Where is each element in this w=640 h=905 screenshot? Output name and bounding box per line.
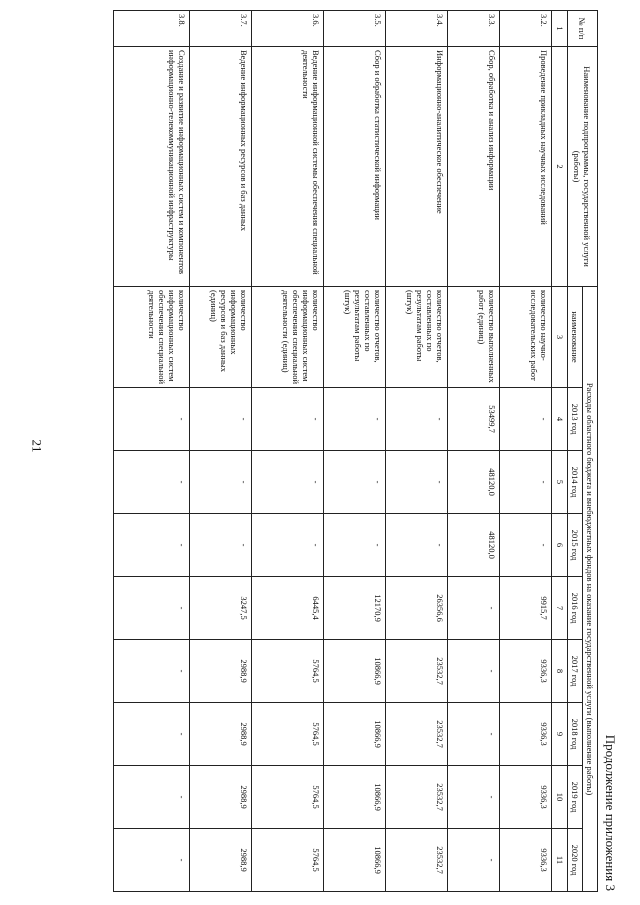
value-cell: - — [114, 577, 190, 640]
header-year: 2018 год — [567, 703, 582, 766]
value-cell: 10866,9 — [324, 766, 386, 829]
value-cell: - — [324, 514, 386, 577]
value-cell: - — [252, 388, 324, 451]
value-cell: - — [324, 388, 386, 451]
value-cell: 6445,4 — [252, 577, 324, 640]
value-cell: - — [448, 577, 500, 640]
value-cell: 10866,9 — [324, 829, 386, 892]
table-row — [114, 11, 190, 892]
value-cell: - — [114, 829, 190, 892]
row-name: Ведение информационной системы обеспечения специальной деятельности — [252, 47, 324, 287]
column-number: 1 — [552, 11, 567, 47]
value-cell: 9336,3 — [500, 829, 552, 892]
column-number: 8 — [552, 640, 567, 703]
expenses-table — [113, 10, 598, 892]
header-year: 2015 год — [567, 514, 582, 577]
value-cell: 2988,9 — [190, 640, 252, 703]
value-cell: - — [386, 451, 448, 514]
row-number: 3.6. — [252, 11, 324, 47]
value-cell: 9915,7 — [500, 577, 552, 640]
column-number: 7 — [552, 577, 567, 640]
row-measure: количество отчетов, составленных по результатам работы (штук) — [324, 287, 386, 388]
table-row — [324, 11, 386, 892]
value-cell: 23532,7 — [386, 766, 448, 829]
value-cell: 48120,0 — [448, 514, 500, 577]
value-cell: - — [500, 388, 552, 451]
row-number: 3.2. — [500, 11, 552, 47]
value-cell: - — [386, 514, 448, 577]
header-year: 2020 год — [567, 829, 582, 892]
value-cell: - — [500, 514, 552, 577]
column-number: 9 — [552, 703, 567, 766]
header-year: 2014 год — [567, 451, 582, 514]
table-row — [190, 11, 252, 892]
value-cell: 53499,7 — [448, 388, 500, 451]
value-cell: 5764,5 — [252, 829, 324, 892]
value-cell: 5764,5 — [252, 640, 324, 703]
row-number: 3.4. — [386, 11, 448, 47]
value-cell: - — [114, 388, 190, 451]
row-name: Создание и развитие информационных систем и компонентов информационно-телекоммуникационной инфраструктуры — [114, 47, 190, 287]
value-cell: - — [324, 451, 386, 514]
row-name: Проведение прикладных научных исследований — [500, 47, 552, 287]
value-cell: 9336,3 — [500, 703, 552, 766]
header-year: 2017 год — [567, 640, 582, 703]
value-cell: 26356,6 — [386, 577, 448, 640]
value-cell: 5764,5 — [252, 703, 324, 766]
value-cell: - — [114, 703, 190, 766]
value-cell: - — [386, 388, 448, 451]
value-cell: 48120,0 — [448, 451, 500, 514]
table-row — [252, 11, 324, 892]
value-cell: 23532,7 — [386, 703, 448, 766]
value-cell: - — [190, 451, 252, 514]
value-cell: - — [190, 388, 252, 451]
column-number: 6 — [552, 514, 567, 577]
column-number: 11 — [552, 829, 567, 892]
row-measure: количество выполненных работ (единиц) — [448, 287, 500, 388]
value-cell: 9336,3 — [500, 766, 552, 829]
value-cell: 2988,9 — [190, 703, 252, 766]
appendix-note: Продолжение приложения 3 — [603, 734, 618, 891]
value-cell: - — [448, 640, 500, 703]
row-measure: количество научно-исследовательских работ — [500, 287, 552, 388]
value-cell: - — [252, 514, 324, 577]
rotated-page — [60, 10, 620, 895]
value-cell: - — [500, 451, 552, 514]
row-measure: количество информационных систем обеспечения специальной деятельности (единиц) — [252, 287, 324, 388]
column-number: 4 — [552, 388, 567, 451]
value-cell: 10866,9 — [324, 640, 386, 703]
value-cell: 10866,9 — [324, 703, 386, 766]
row-name: Сбор и обработка статистической информации — [324, 47, 386, 287]
value-cell: - — [448, 703, 500, 766]
value-cell: - — [114, 766, 190, 829]
header-name: Наименование подпрограммы, государственной услуги (работы) — [567, 47, 597, 287]
column-number: 5 — [552, 451, 567, 514]
row-number: 3.3. — [448, 11, 500, 47]
value-cell: - — [114, 451, 190, 514]
value-cell: 3247,5 — [190, 577, 252, 640]
table-row — [500, 11, 552, 892]
column-number: 2 — [552, 47, 567, 287]
row-number: 3.5. — [324, 11, 386, 47]
row-name: Ведение информационных ресурсов и баз данных — [190, 47, 252, 287]
value-cell: 12170,9 — [324, 577, 386, 640]
value-cell: - — [114, 640, 190, 703]
page-number: 21 — [29, 439, 45, 453]
row-name: Сбор, обработка и анализ информации — [448, 47, 500, 287]
header-measure: наименование — [567, 287, 582, 388]
row-name: Информационно-аналитическое обеспечение — [386, 47, 448, 287]
value-cell: 23532,7 — [386, 829, 448, 892]
row-number: 3.7. — [190, 11, 252, 47]
header-number: № п/п — [567, 11, 597, 47]
column-number: 10 — [552, 766, 567, 829]
value-cell: 5764,5 — [252, 766, 324, 829]
value-cell: - — [448, 766, 500, 829]
value-cell: 9336,3 — [500, 640, 552, 703]
header-year: 2016 год — [567, 577, 582, 640]
header-year: 2013 год — [567, 388, 582, 451]
value-cell: - — [448, 829, 500, 892]
row-measure: количество информационных ресурсов и баз данных (единиц) — [190, 287, 252, 388]
header-year: 2019 год — [567, 766, 582, 829]
table-row — [386, 11, 448, 892]
value-cell: 2988,9 — [190, 829, 252, 892]
value-cell: - — [190, 514, 252, 577]
value-cell: - — [252, 451, 324, 514]
row-number: 3.8. — [114, 11, 190, 47]
row-measure: количество информационных систем обеспечения специальной деятельности — [114, 287, 190, 388]
value-cell: - — [114, 514, 190, 577]
table-row — [448, 11, 500, 892]
column-number: 3 — [552, 287, 567, 388]
value-cell: 2988,9 — [190, 766, 252, 829]
value-cell: 23532,7 — [386, 640, 448, 703]
row-measure: количество отчетов, составленных по результатам работы (штук) — [386, 287, 448, 388]
header-expenses-group: Расходы областного бюджета и внебюджетных фондов на оказание государственной услуги (выполнение работы) — [582, 287, 597, 892]
